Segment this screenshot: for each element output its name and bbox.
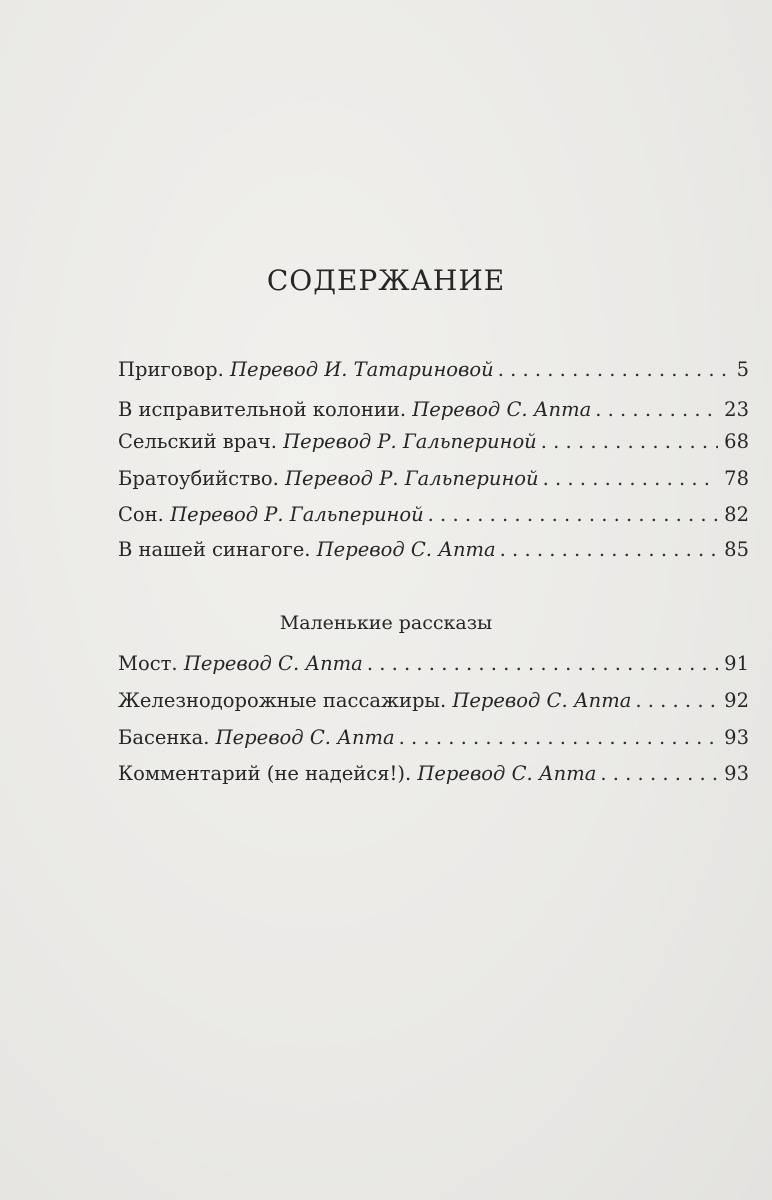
entry-translator: Перевод Р. Гальпериной bbox=[170, 503, 424, 526]
entry-work-title: Сон. bbox=[118, 503, 164, 526]
entry-translator: Перевод С. Апта bbox=[452, 689, 632, 712]
entry-page-number: 93 bbox=[724, 762, 749, 785]
entry-work-title: В нашей синагоге. bbox=[118, 538, 311, 561]
dot-leader bbox=[428, 503, 719, 526]
entry-work-title: В исправительной колонии. bbox=[118, 398, 407, 421]
entry-translator: Перевод Р. Гальпериной bbox=[283, 430, 537, 453]
entry-page-number: 93 bbox=[724, 726, 749, 749]
dot-leader bbox=[543, 467, 719, 490]
entry-work-title: Железнодорожные пассажиры. bbox=[118, 689, 447, 712]
entry-translator: Перевод С. Апта bbox=[417, 762, 597, 785]
toc-entry bbox=[118, 467, 749, 499]
entry-work-title: Мост. bbox=[118, 652, 178, 675]
toc-entry bbox=[118, 762, 749, 794]
entry-page-number: 85 bbox=[724, 538, 749, 561]
toc-entry bbox=[118, 358, 749, 390]
entry-translator: Перевод С. Апта bbox=[412, 398, 592, 421]
entry-page-number: 5 bbox=[736, 358, 749, 381]
entry-page-number: 68 bbox=[724, 430, 749, 453]
dot-leader bbox=[367, 652, 718, 675]
entry-work-title: Комментарий (не надейся!). bbox=[118, 762, 412, 785]
dot-leader bbox=[595, 398, 718, 421]
dot-leader bbox=[498, 358, 731, 381]
entry-page-number: 92 bbox=[724, 689, 749, 712]
toc-entry bbox=[118, 726, 749, 758]
dot-leader bbox=[541, 430, 718, 453]
dot-leader bbox=[500, 538, 719, 561]
entry-translator: Перевод И. Татариновой bbox=[230, 358, 494, 381]
entry-page-number: 23 bbox=[724, 398, 749, 421]
toc-entry bbox=[118, 652, 749, 684]
toc-entry bbox=[118, 689, 749, 721]
dot-leader bbox=[600, 762, 718, 785]
entry-translator: Перевод Р. Гальпериной bbox=[285, 467, 539, 490]
entry-translator: Перевод С. Апта bbox=[316, 538, 496, 561]
section-heading: Маленькие рассказы bbox=[279, 612, 493, 634]
toc-entry bbox=[118, 398, 749, 430]
toc-entry bbox=[118, 430, 749, 462]
entry-work-title: Приговор. bbox=[118, 358, 224, 381]
entry-page-number: 91 bbox=[724, 652, 749, 675]
entry-work-title: Братоубийство. bbox=[118, 467, 279, 490]
toc-entry bbox=[118, 503, 749, 535]
entry-work-title: Сельский врач. bbox=[118, 430, 277, 453]
entry-page-number: 78 bbox=[724, 467, 749, 490]
entry-work-title: Басенка. bbox=[118, 726, 210, 749]
dot-leader bbox=[399, 726, 719, 749]
toc-entry bbox=[118, 538, 749, 570]
entry-translator: Перевод С. Апта bbox=[215, 726, 395, 749]
dot-leader bbox=[635, 689, 718, 712]
entry-translator: Перевод С. Апта bbox=[183, 652, 363, 675]
entry-page-number: 82 bbox=[724, 503, 749, 526]
page-title: СОДЕРЖАНИЕ bbox=[266, 264, 506, 297]
